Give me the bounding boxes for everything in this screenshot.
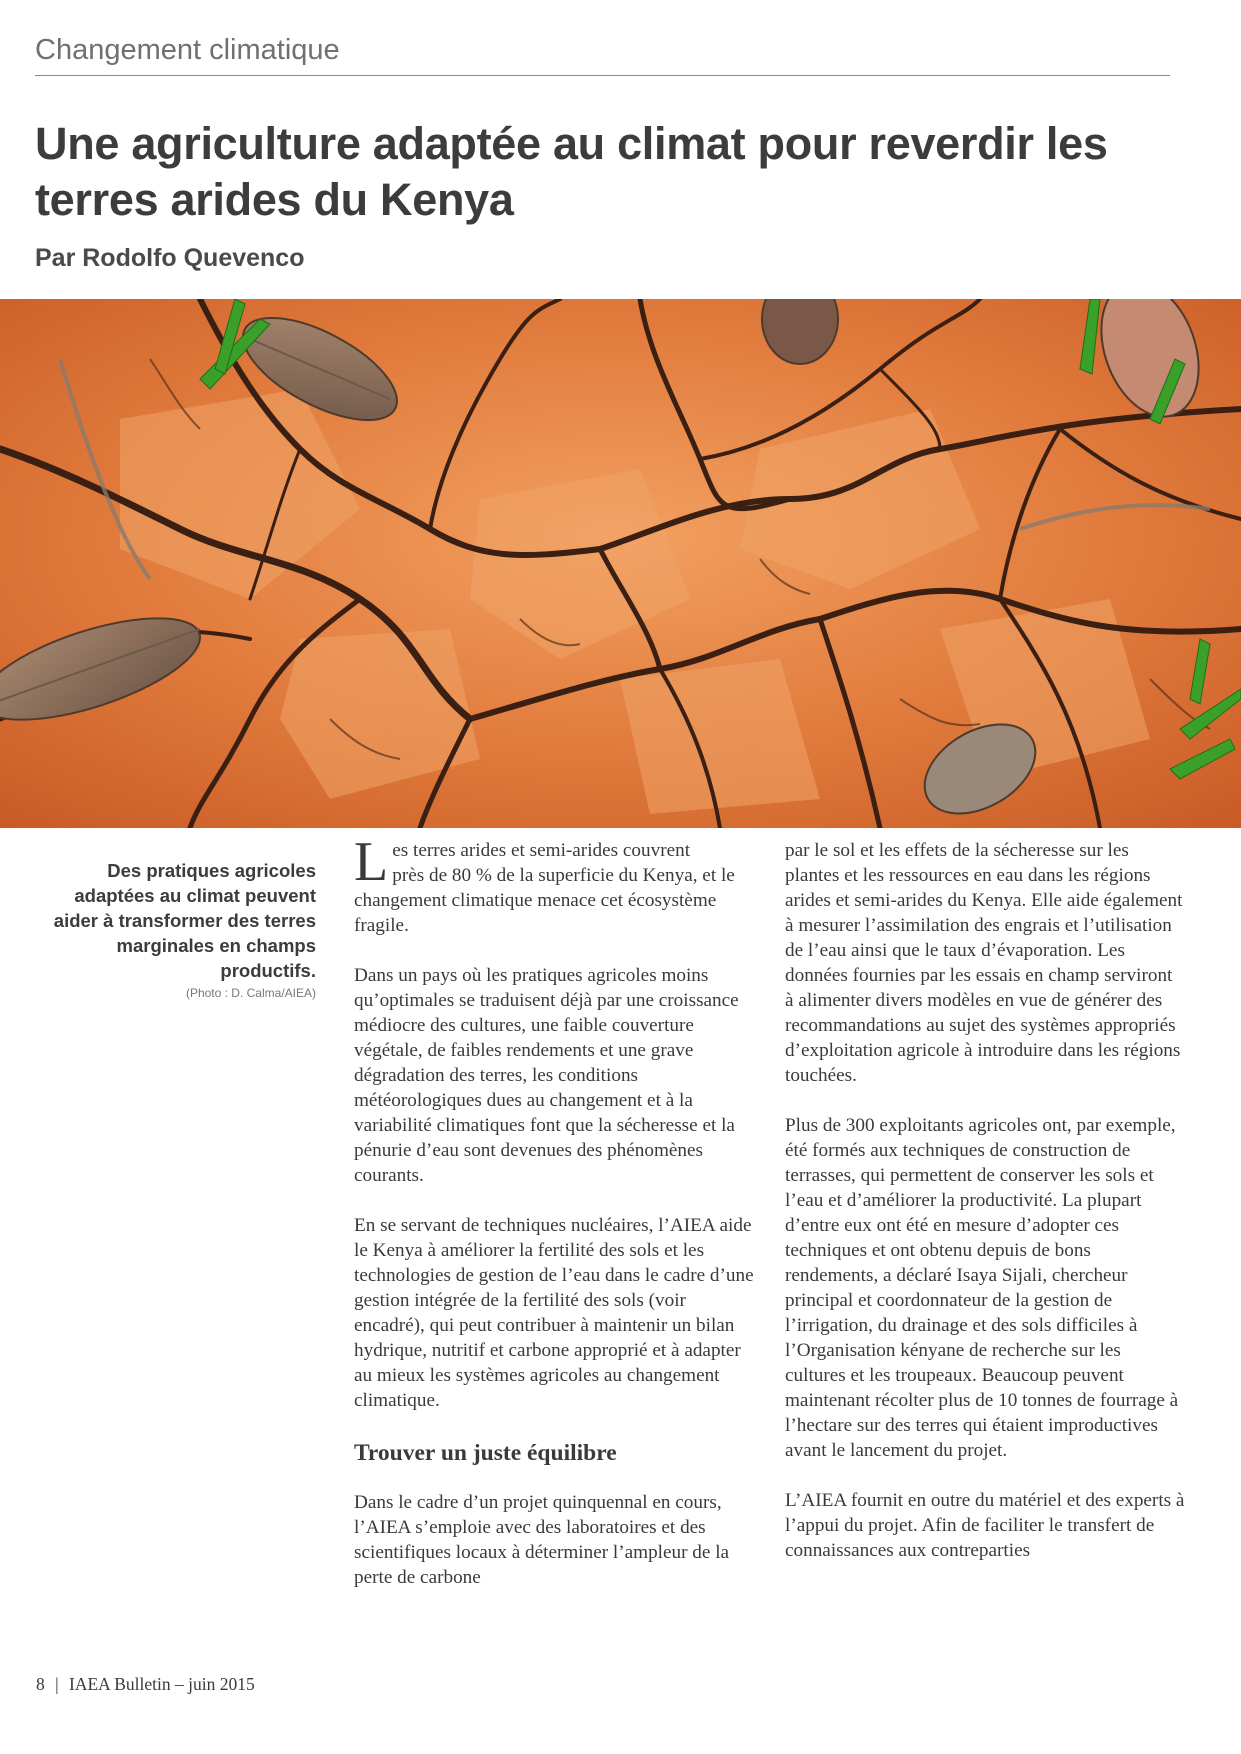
paragraph-7: L’AIEA fournit en outre du matériel et des experts à l’appui du projet. Afin de faciliter le transfert de connaissances aux contreparties bbox=[785, 1490, 1185, 1561]
paragraph-intro bbox=[354, 831, 754, 938]
paragraph-4: Dans le cadre d’un projet quinquennal en cours, l’AIEA s’emploie avec des laboratoires et des scientifiques locaux à déterminer l’ampleur de la perte de carbone bbox=[354, 1492, 730, 1588]
publication-name: IAEA Bulletin – juin 2015 bbox=[69, 1674, 255, 1694]
article-title: Une agriculture adaptée au climat pour reverdir les terres arides du Kenya bbox=[35, 118, 1108, 225]
intro-first-line: es terres arides et semi-arides couvrent bbox=[392, 840, 691, 861]
article-column-right bbox=[785, 838, 1185, 1588]
paragraph-6: Plus de 300 exploitants agricoles ont, par exemple, été formés aux techniques de construction de terrasses, qui permettent de conserver les sols et l’eau et d’améliorer la productivité. La plupart d’entre eux ont été en mesure d’adopter ces techniques et ont obtenu depuis de bons rendements, a déclaré Isaya Sijali, chercheur principal et coordonnateur de la gestion de l’irrigation, du drainage et des sols difficiles à l’Organisation kényane de recherche sur les cultures et les troupeaux. Beaucoup peuvent maintenant récolter plus de 10 tonnes de fourrage à l’hectare sur des terres qui étaient improductives avant le lancement du projet. bbox=[785, 1115, 1179, 1461]
page-footer bbox=[36, 1674, 261, 1695]
drop-cap: L bbox=[354, 831, 389, 893]
section-label: Changement climatique bbox=[35, 34, 340, 66]
intro-rest: près de 80 % de la superficie du Kenya, et le changement climatique menace cet écosystème fragile. bbox=[354, 865, 735, 936]
paragraph-2: Dans un pays où les pratiques agricoles moins qu’optimales se traduisent déjà par une croissance médiocre des cultures, une faible couverture végétale, de faibles rendements et une grave dégradation des terres, les conditions météorologiques dues au changement et à la variabilité climatiques font que la sécheresse et la pénurie d’eau sont devenues des phénomènes courants. bbox=[354, 965, 739, 1186]
photo-caption: Des pratiques agricoles adaptées au climat peuvent aider à transformer des terres marginales en champs productifs. bbox=[53, 860, 316, 981]
photo-credit: (Photo : D. Calma/AIEA) bbox=[185, 986, 316, 1000]
cracked-earth-photo bbox=[0, 299, 1241, 828]
article-byline: Par Rodolfo Quevenco bbox=[35, 244, 305, 272]
paragraph-5: par le sol et les effets de la sécheresse sur les plantes et les ressources en eau dans les régions arides et semi-arides du Kenya. Elle aide également à mesurer l’assimilation des engrais et l’utilisation de l’eau ainsi que le taux d’évaporation. Les données fournies par les essais en champ serviront à alimenter divers modèles en vue de générer des recommandations au sujet des systèmes appropriés d’exploitation agricole à introduire dans les régions touchées. bbox=[785, 840, 1183, 1086]
article-column-left bbox=[354, 831, 754, 1615]
paragraph-3: En se servant de techniques nucléaires, l’AIEA aide le Kenya à améliorer la fertilité des sols et les technologies de gestion de l’eau dans le cadre d’une gestion intégrée de la fertilité des sols (voir encadré), qui peut contribuer à maintenir un bilan hydrique, nutritif et carbone approprié et à adapter au mieux les systèmes agricoles au changement climatique. bbox=[354, 1215, 754, 1411]
section-subheading: Trouver un juste équilibre bbox=[354, 1440, 617, 1466]
page-number: 8 bbox=[36, 1674, 45, 1694]
footer-separator: | bbox=[55, 1674, 59, 1694]
section-divider bbox=[35, 75, 1170, 76]
